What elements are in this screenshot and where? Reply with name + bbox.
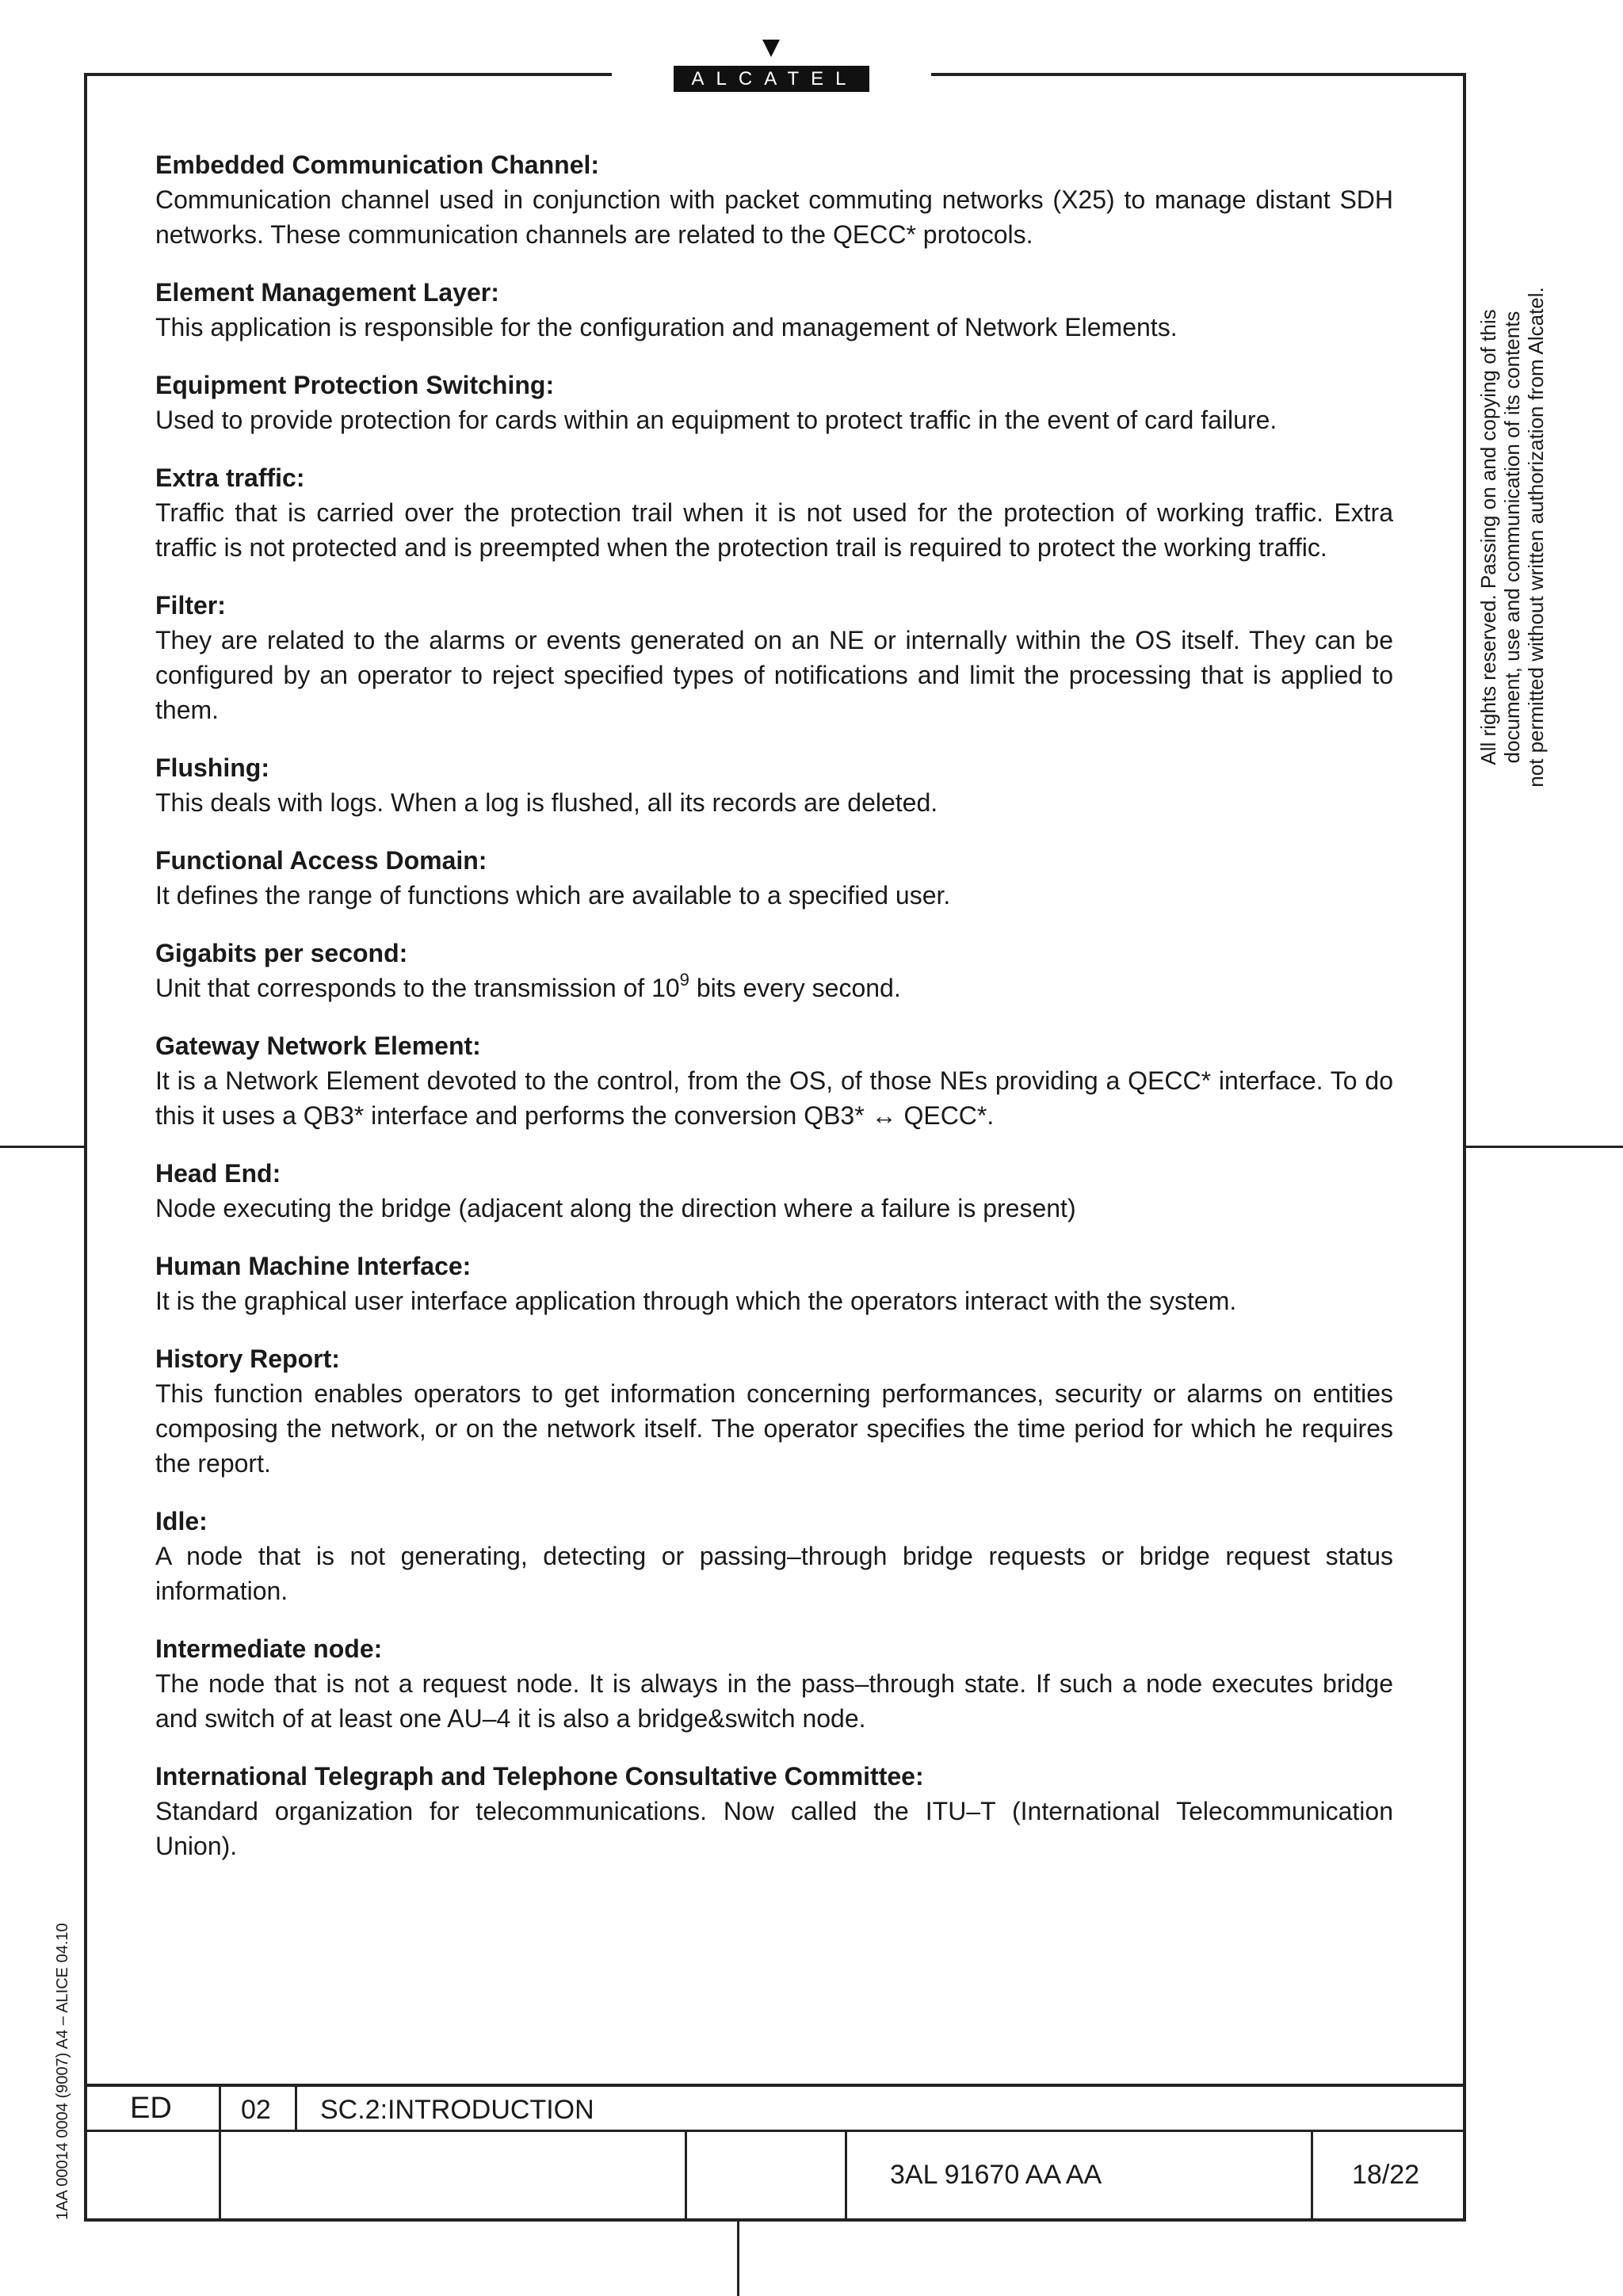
glossary-definition: This function enables operators to get information concerning performances, security or alarms on entities composing the network, or on the network itself. The operator specifies the time period for which he requires the report. <box>155 1379 1393 1478</box>
glossary <box>155 147 1393 1886</box>
glossary-term: History Report: <box>155 1344 340 1373</box>
copyright-line: document, use and communication of its contents <box>1500 311 1524 764</box>
copyright-line: All rights reserved. Passing on and copying of this <box>1476 309 1500 765</box>
glossary-definition: Node executing the bridge (adjacent along the direction where a failure is present) <box>155 1194 1076 1222</box>
glossary-definition: Traffic that is carried over the protection trail when it is not used for the protection of working traffic. Extra traffic is not protected and is preempted when the protection trail is required to protect the working traffic. <box>155 498 1393 562</box>
glossary-term: International Telegraph and Telephone Consultative Committee: <box>155 1762 924 1791</box>
section-title: SC.2:INTRODUCTION <box>320 2095 594 2125</box>
footer-divider <box>1311 2130 1313 2222</box>
glossary-entry <box>155 1504 1393 1608</box>
glossary-definition: This deals with logs. When a log is flushed, all its records are deleted. <box>155 788 938 817</box>
glossary-definition: The node that is not a request node. It is always in the pass–through state. If such a node executes bridge and switch of at least one AU–4 it is also a bridge&switch node. <box>155 1669 1393 1733</box>
glossary-entry <box>155 368 1393 437</box>
glossary-term: Intermediate node: <box>155 1634 383 1663</box>
glossary-entry <box>155 460 1393 565</box>
glossary-term: Flushing: <box>155 753 269 782</box>
glossary-definition: Used to provide protection for cards within an equipment to protect traffic in the event of card failure. <box>155 406 1277 434</box>
glossary-entry <box>155 1631 1393 1736</box>
glossary-definition: It is a Network Element devoted to the control, from the OS, of those NEs providing a QECC* interface. To do this it uses a QB3* interface and performs the conversion QB3* ↔ QECC*. <box>155 1066 1393 1130</box>
glossary-term: Gigabits per second: <box>155 939 408 967</box>
page-number: 18/22 <box>1352 2160 1420 2190</box>
glossary-term: Head End: <box>155 1159 281 1188</box>
glossary-entry <box>155 843 1393 913</box>
glossary-entry <box>155 936 1393 1005</box>
margin-tick-right <box>1466 1146 1623 1148</box>
alcatel-logo <box>674 40 869 95</box>
glossary-definition: It defines the range of functions which are available to a specified user. <box>155 881 951 910</box>
footer-divider <box>295 2084 297 2131</box>
definition-text: Unit that corresponds to the transmission of 10 <box>155 974 680 1002</box>
glossary-entry <box>155 1341 1393 1481</box>
edition-number: 02 <box>241 2095 271 2125</box>
glossary-entry <box>155 588 1393 727</box>
glossary-entry <box>155 275 1393 345</box>
footer-divider <box>845 2130 847 2222</box>
copyright-line: not permitted without written authorization from Alcatel. <box>1524 287 1548 788</box>
glossary-definition: Communication channel used in conjunction with packet commuting networks (X25) to manage distant SDH networks. These communication channels are related to the QECC* protocols. <box>155 185 1393 249</box>
glossary-entry <box>155 750 1393 820</box>
glossary-entry <box>155 1759 1393 1863</box>
frame-left <box>84 73 87 2222</box>
glossary-entry <box>155 147 1393 252</box>
glossary-entry <box>155 1028 1393 1133</box>
glossary-entry <box>155 1249 1393 1318</box>
footer-divider <box>219 2084 221 2222</box>
document-reference: 3AL 91670 AA AA <box>890 2160 1102 2190</box>
glossary-term: Functional Access Domain: <box>155 846 487 875</box>
glossary-definition: It is the graphical user interface application through which the operators interact with the system. <box>155 1287 1237 1315</box>
glossary-term: Filter: <box>155 591 226 620</box>
frame-top-right <box>931 73 1466 76</box>
glossary-definition: They are related to the alarms or events generated on an NE or internally within the OS itself. They can be configured by an operator to reject specified types of notifications and limit the processing that is applied to them. <box>155 626 1393 724</box>
glossary-definition: Standard organization for telecommunications. Now called the ITU–T (International Telecommunication Union). <box>155 1797 1393 1860</box>
exponent: 9 <box>679 970 689 990</box>
margin-tick-bottom <box>737 2222 739 2296</box>
glossary-term: Gateway Network Element: <box>155 1032 481 1060</box>
footer-rule <box>84 2130 1466 2132</box>
glossary-term: Equipment Protection Switching: <box>155 371 555 399</box>
glossary-term: Extra traffic: <box>155 463 305 492</box>
margin-tick-left <box>0 1146 84 1148</box>
glossary-term: Element Management Layer: <box>155 278 499 307</box>
glossary-term: Human Machine Interface: <box>155 1252 472 1280</box>
footer-table <box>84 2084 1466 2222</box>
glossary-definition <box>155 971 1393 1005</box>
glossary-term: Embedded Communication Channel: <box>155 151 600 179</box>
edition-label: ED <box>130 2092 172 2125</box>
copyright-notice <box>1476 276 1548 799</box>
glossary-definition: A node that is not generating, detecting or passing–through bridge requests or bridge request status information. <box>155 1542 1393 1605</box>
footer-rule <box>84 2084 1466 2087</box>
frame-top-left <box>84 73 612 76</box>
glossary-entry <box>155 1156 1393 1226</box>
glossary-term: Idle: <box>155 1507 208 1535</box>
logo-arrow-icon <box>762 40 780 57</box>
form-code: 1AA 00014 0004 (9007) A4 – ALICE 04.10 <box>54 1923 71 2220</box>
logo-text: ALCATEL <box>674 66 869 92</box>
glossary-definition: This application is responsible for the configuration and management of Network Elements. <box>155 313 1178 341</box>
footer-divider <box>685 2130 687 2222</box>
definition-text: bits every second. <box>689 974 901 1002</box>
